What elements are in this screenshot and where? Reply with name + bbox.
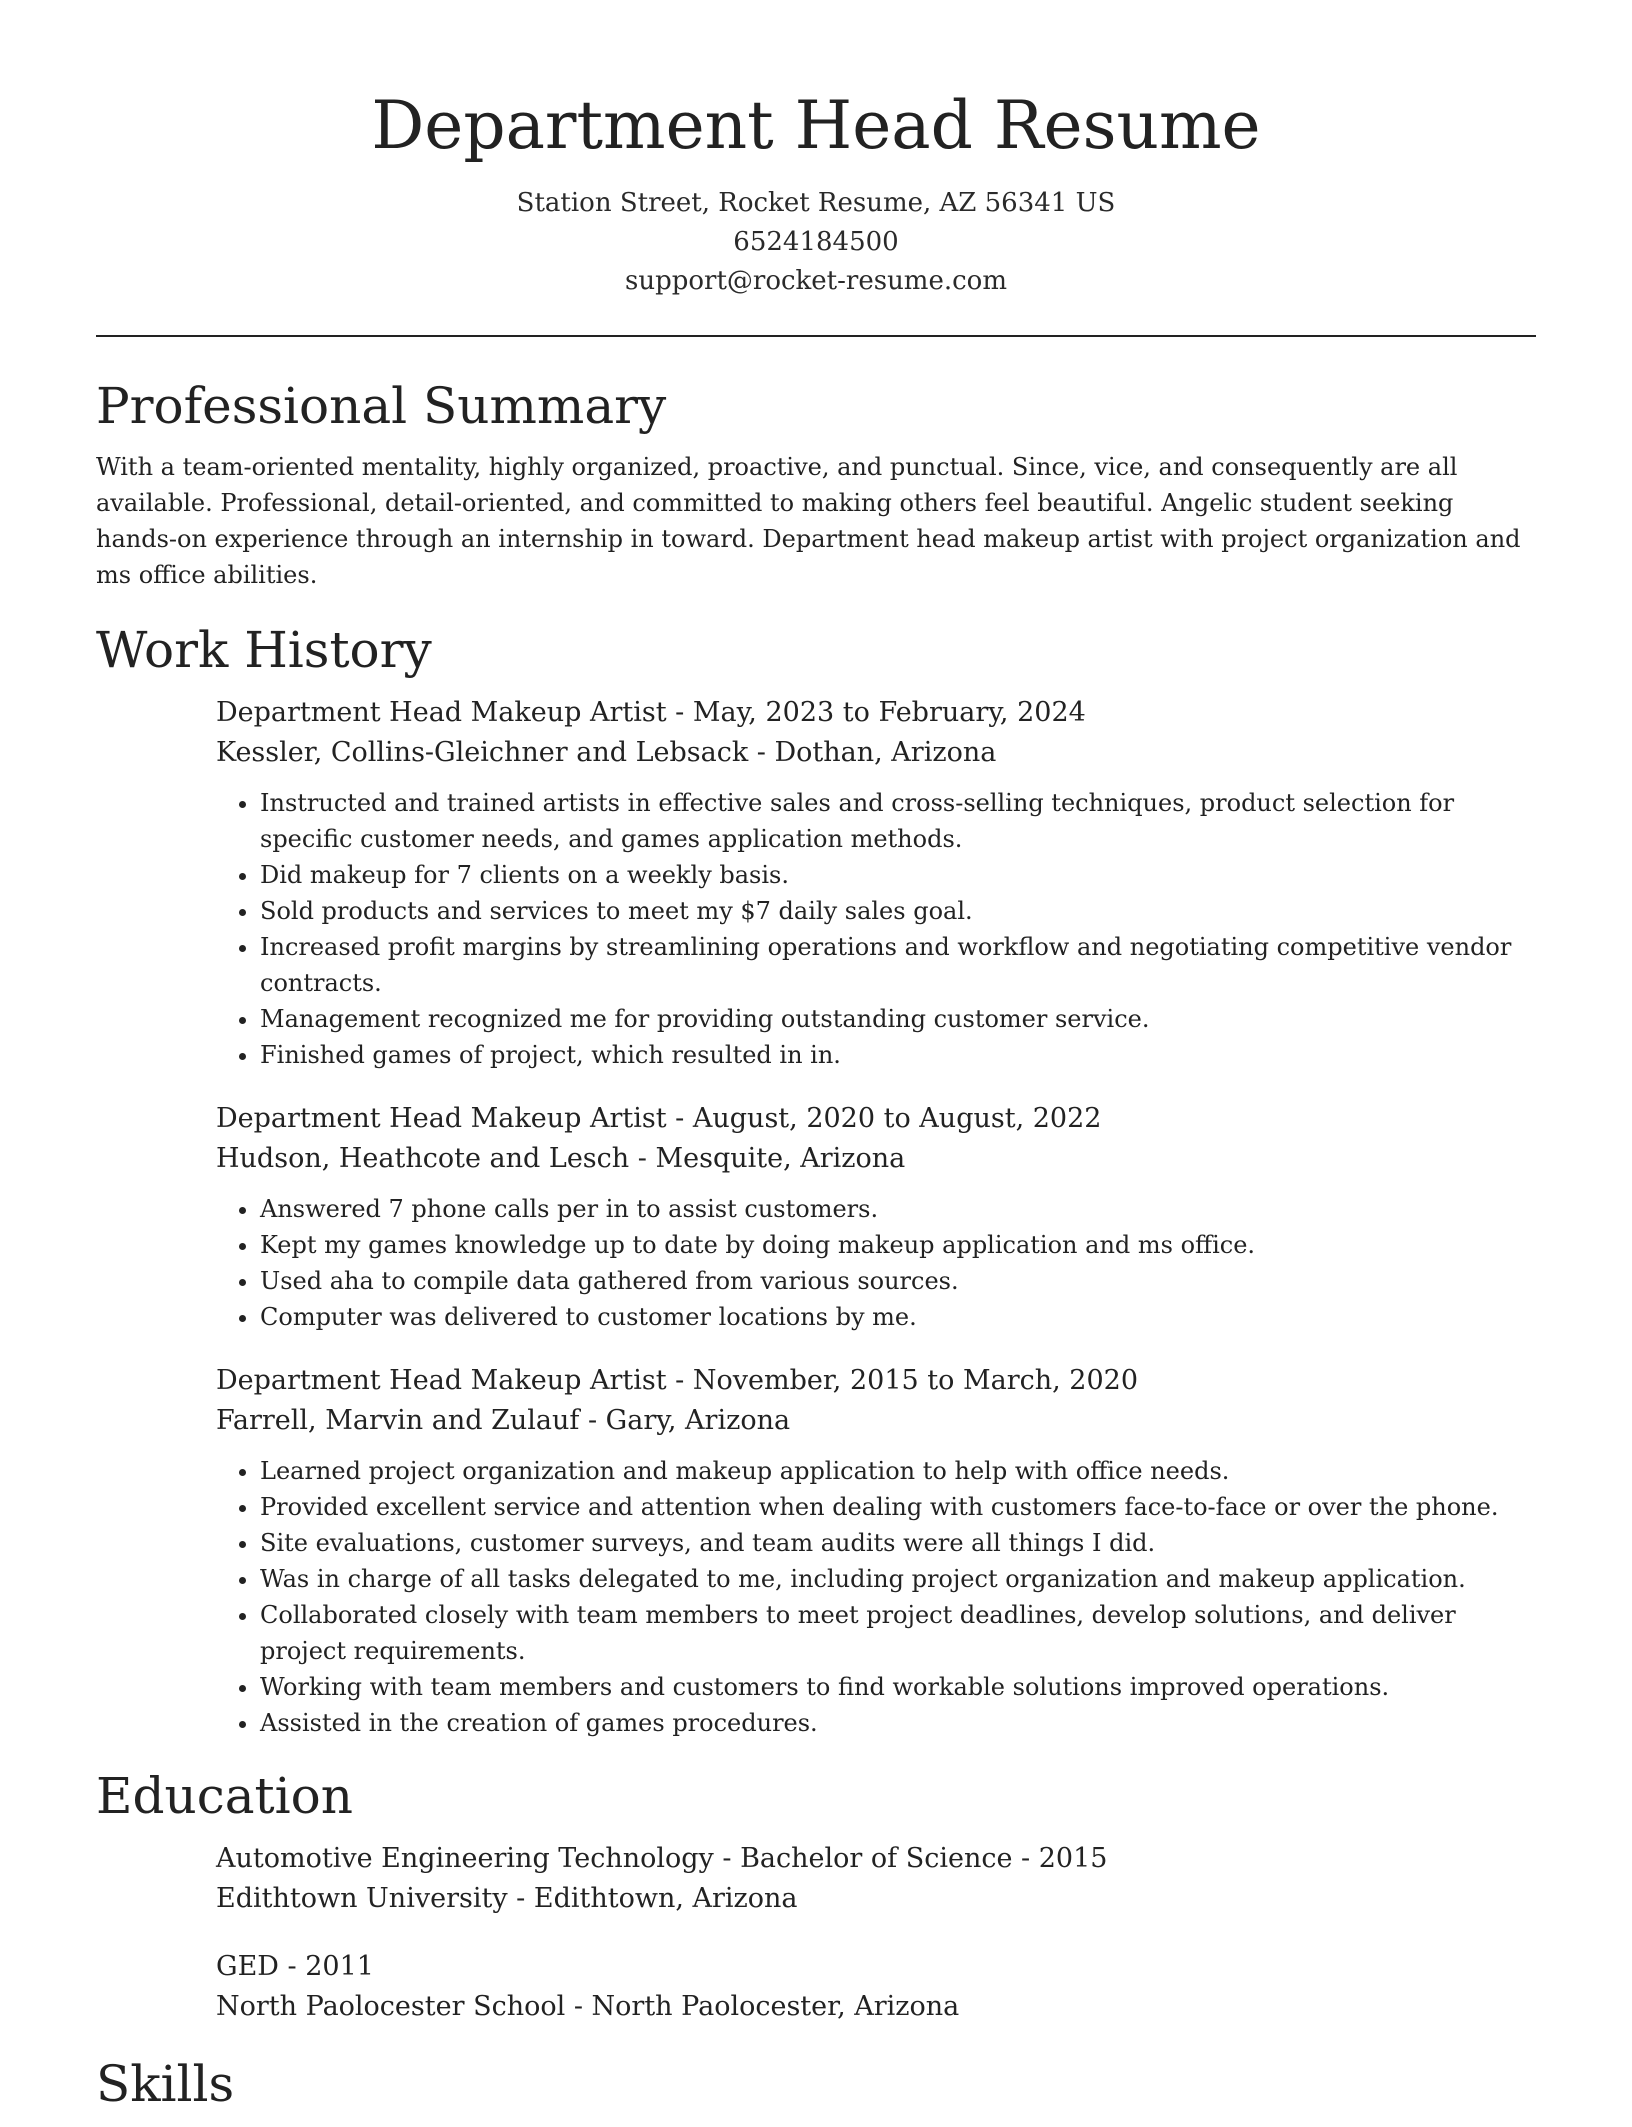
job-bullet: • Kept my games knowledge up to date by doing makeup application and ms office.: [260, 1227, 1536, 1263]
education-section: [96, 1767, 1536, 2027]
resume-header: [96, 0, 1536, 301]
contact-email: support@rocket-resume.com: [624, 266, 1007, 296]
education-school-line: North Paolocester School - North Paolocester, Arizona: [216, 1991, 960, 2022]
job-bullets: [216, 1191, 1536, 1335]
education-school-line: Edithtown University - Edithtown, Arizona: [216, 1883, 798, 1914]
job-entry: [216, 1361, 1536, 1741]
job-location: Gary, Arizona: [605, 1405, 791, 1436]
job-bullet: • Learned project organization and makeup application to help with office needs.: [260, 1453, 1536, 1489]
job-bullet: • Site evaluations, customer surveys, and team audits were all things I did.: [260, 1525, 1536, 1561]
job-bullet: • Computer was delivered to customer locations by me.: [260, 1299, 1536, 1335]
job-bullet: • Sold products and services to meet my $7 daily sales goal.: [260, 893, 1536, 929]
job-bullets: [216, 785, 1536, 1073]
summary-section: [96, 377, 1536, 593]
job-title-line: Department Head Makeup Artist - May, 2023 to February, 2024: [216, 697, 1086, 728]
job-company: Hudson, Heathcote and Lesch: [216, 1143, 630, 1174]
education-location: North Paolocester, Arizona: [591, 1991, 960, 2022]
job-company-line: Farrell, Marvin and Zulauf - Gary, Arizona: [216, 1405, 791, 1436]
resume-page: [96, 0, 1536, 2127]
job-bullet: • Collaborated closely with team members to meet project deadlines, develop solutions, and deliver project requirements.: [260, 1597, 1536, 1669]
job-entry: [216, 1099, 1536, 1335]
job-dates: November, 2015 to March, 2020: [692, 1365, 1138, 1396]
job-bullets: [216, 1453, 1536, 1741]
job-company: Farrell, Marvin and Zulauf: [216, 1405, 580, 1436]
job-bullet: • Finished games of project, which resulted in in.: [260, 1037, 1536, 1073]
education-location: Edithtown, Arizona: [533, 1883, 798, 1914]
skills-heading: Skills: [96, 2055, 235, 2113]
contact-phone: 6524184500: [733, 227, 899, 257]
education-entry: [216, 1947, 1536, 2027]
education-entry: [216, 1839, 1536, 1919]
job-bullet: • Provided excellent service and attention when dealing with customers face-to-face or over the phone.: [260, 1489, 1536, 1525]
job-dates: May, 2023 to February, 2024: [692, 697, 1086, 728]
resume-title: Department Head Resume: [371, 87, 1261, 164]
job-bullet: • Instructed and trained artists in effective sales and cross-selling techniques, product selection for specific customer needs, and games application methods.: [260, 785, 1536, 857]
job-bullet: • Was in charge of all tasks delegated to me, including project organization and makeup application.: [260, 1561, 1536, 1597]
job-location: Dothan, Arizona: [774, 737, 997, 768]
work-history-section: [96, 621, 1536, 1741]
education-degree: Automotive Engineering Technology - Bachelor of Science - 2015: [216, 1843, 1108, 1874]
job-role: Department Head Makeup Artist: [216, 1103, 667, 1134]
job-title-line: Department Head Makeup Artist - November, 2015 to March, 2020: [216, 1365, 1138, 1396]
job-bullet: • Assisted in the creation of games procedures.: [260, 1705, 1536, 1741]
job-bullet: • Management recognized me for providing outstanding customer service.: [260, 1001, 1536, 1037]
job-bullet: • Did makeup for 7 clients on a weekly basis.: [260, 857, 1536, 893]
job-bullet: • Used aha to compile data gathered from various sources.: [260, 1263, 1536, 1299]
education-degree: GED - 2011: [216, 1951, 374, 1982]
job-company-line: Hudson, Heathcote and Lesch - Mesquite, Arizona: [216, 1143, 906, 1174]
header-divider: [96, 335, 1536, 337]
job-bullet: • Answered 7 phone calls per in to assist customers.: [260, 1191, 1536, 1227]
job-dates: August, 2020 to August, 2022: [692, 1103, 1102, 1134]
skills-section: [96, 2055, 1536, 2113]
education-school: Edithtown University: [216, 1883, 508, 1914]
education-school: North Paolocester School: [216, 1991, 566, 2022]
summary-heading: Professional Summary: [96, 377, 667, 435]
work-history-heading: Work History: [96, 621, 432, 679]
summary-text: With a team-oriented mentality, highly organized, proactive, and punctual. Since, vice, and consequently are all available. Professional, detail-oriented, and committed to making others feel beautiful. Angelic student seeking hands-on experience through an internship in toward. Department head makeup artist with project organization and ms office abilities.: [96, 453, 1521, 589]
job-role: Department Head Makeup Artist: [216, 1365, 667, 1396]
education-heading: Education: [96, 1767, 353, 1825]
contact-address: Station Street, Rocket Resume, AZ 56341 US: [516, 188, 1116, 218]
job-bullet: • Increased profit margins by streamlining operations and workflow and negotiating competitive vendor contracts.: [260, 929, 1536, 1001]
job-title-line: Department Head Makeup Artist - August, 2020 to August, 2022: [216, 1103, 1102, 1134]
job-entry: [216, 693, 1536, 1073]
job-bullet: • Working with team members and customers to find workable solutions improved operations.: [260, 1669, 1536, 1705]
job-company-line: Kessler, Collins-Gleichner and Lebsack - Dothan, Arizona: [216, 737, 997, 768]
job-location: Mesquite, Arizona: [655, 1143, 906, 1174]
job-company: Kessler, Collins-Gleichner and Lebsack: [216, 737, 749, 768]
job-role: Department Head Makeup Artist: [216, 697, 667, 728]
